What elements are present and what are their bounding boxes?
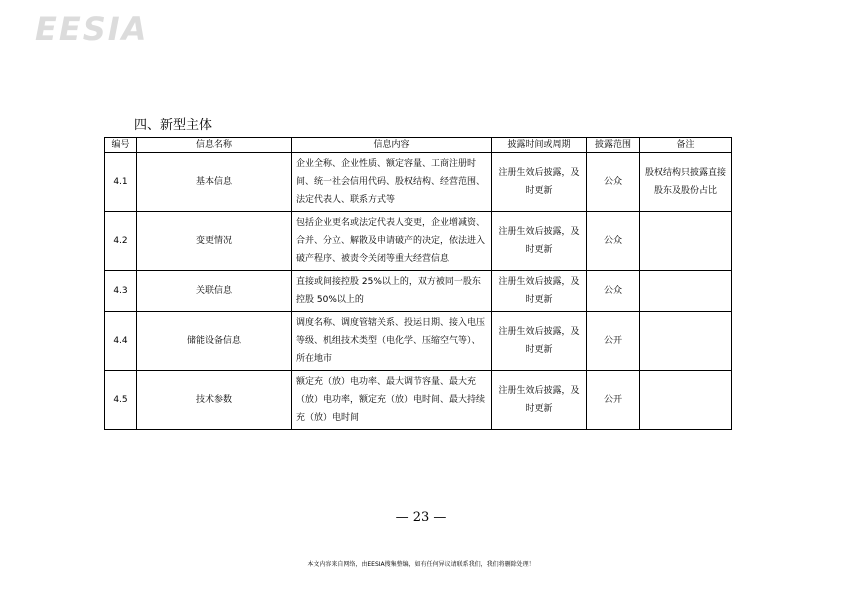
table-row bbox=[105, 312, 732, 371]
info-table bbox=[104, 137, 732, 430]
cell-id: 4.2 bbox=[105, 212, 137, 271]
section-title: 四、新型主体 bbox=[134, 118, 213, 133]
cell-id: 4.5 bbox=[105, 371, 137, 430]
cell-id: 4.4 bbox=[105, 312, 137, 371]
cell-timing: 注册生效后披露，及时更新 bbox=[492, 271, 587, 312]
cell-content: 包括企业更名或法定代表人变更，企业增减资、合并、分立、解散及申请破产的决定，依法进入破产程序、被责令关闭等重大经营信息 bbox=[292, 212, 492, 271]
table-row bbox=[105, 153, 732, 212]
header-timing: 披露时间或周期 bbox=[492, 138, 587, 153]
table-row bbox=[105, 212, 732, 271]
cell-timing: 注册生效后披露，及时更新 bbox=[492, 371, 587, 430]
cell-content: 调度名称、调度管辖关系、投运日期、接入电压等级、机组技术类型（电化学、压缩空气等）、所在地市 bbox=[292, 312, 492, 371]
cell-scope: 公众 bbox=[587, 271, 640, 312]
cell-scope: 公开 bbox=[587, 371, 640, 430]
cell-timing: 注册生效后披露，及时更新 bbox=[492, 312, 587, 371]
table-header-row bbox=[105, 138, 732, 153]
cell-id: 4.1 bbox=[105, 153, 137, 212]
page-number: — 23 — bbox=[395, 510, 447, 525]
cell-timing: 注册生效后披露，及时更新 bbox=[492, 153, 587, 212]
cell-content: 企业全称、企业性质、额定容量、工商注册时间、统一社会信用代码、股权结构、经营范围、法定代表人、联系方式等 bbox=[292, 153, 492, 212]
table-row bbox=[105, 271, 732, 312]
table-row bbox=[105, 371, 732, 430]
cell-note bbox=[640, 371, 732, 430]
cell-note bbox=[640, 312, 732, 371]
header-note: 备注 bbox=[640, 138, 732, 153]
footer-disclaimer: 本文内容来自网络，由EESIA搜集整编，如有任何异议请联系我们，我们将删除处理！ bbox=[307, 561, 535, 568]
header-content: 信息内容 bbox=[292, 138, 492, 153]
header-id: 编号 bbox=[105, 138, 137, 153]
cell-content: 直接或间接控股 25%以上的，双方被同一股东控股 50%以上的 bbox=[292, 271, 492, 312]
eesia-logo: EESIA bbox=[35, 10, 149, 48]
cell-name: 关联信息 bbox=[137, 271, 292, 312]
cell-scope: 公众 bbox=[587, 153, 640, 212]
cell-timing: 注册生效后披露，及时更新 bbox=[492, 212, 587, 271]
header-name: 信息名称 bbox=[137, 138, 292, 153]
cell-id: 4.3 bbox=[105, 271, 137, 312]
cell-scope: 公众 bbox=[587, 212, 640, 271]
cell-name: 基本信息 bbox=[137, 153, 292, 212]
cell-content: 额定充（放）电功率、最大调节容量、最大充（放）电功率，额定充（放）电时间、最大持续充（放）电时间 bbox=[292, 371, 492, 430]
header-scope: 披露范围 bbox=[587, 138, 640, 153]
cell-name: 储能设备信息 bbox=[137, 312, 292, 371]
cell-name: 技术参数 bbox=[137, 371, 292, 430]
cell-note: 股权结构只披露直接股东及股份占比 bbox=[640, 153, 732, 212]
cell-name: 变更情况 bbox=[137, 212, 292, 271]
cell-scope: 公开 bbox=[587, 312, 640, 371]
cell-note bbox=[640, 212, 732, 271]
cell-note bbox=[640, 271, 732, 312]
